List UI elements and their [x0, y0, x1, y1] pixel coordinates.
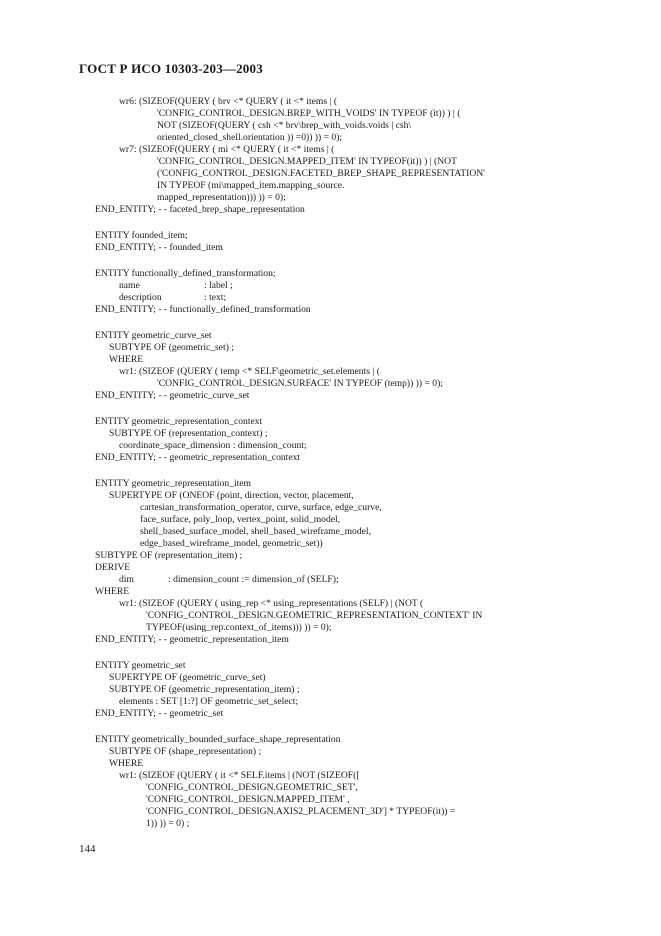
- code-line: SUPERTYPE OF (ONEOF (point, direction, vector, placement,: [109, 490, 354, 501]
- code-line: cartesian_transformation_operator, curve, surface, edge_curve,: [140, 502, 382, 513]
- code-line: shell_based_surface_model, shell_based_wireframe_model,: [140, 526, 371, 537]
- code-line: elements : SET [1:?] OF geometric_set_select;: [119, 696, 299, 707]
- code-line: END_ENTITY; - - founded_item: [95, 242, 223, 253]
- code-line: SUBTYPE OF (geometric_set) ;: [109, 342, 234, 353]
- code-line: : text;: [204, 292, 227, 303]
- code-line: ENTITY functionally_defined_transformation;: [95, 268, 276, 279]
- code-line: ENTITY founded_item;: [95, 230, 188, 241]
- code-line: : dimension_count := dimension_of (SELF);: [168, 574, 339, 585]
- code-line: description: [119, 292, 162, 303]
- code-line: ENTITY geometric_representation_item: [95, 478, 252, 489]
- code-line: coordinate_space_dimension : dimension_count;: [119, 440, 307, 451]
- code-line: WHERE: [109, 758, 144, 769]
- code-line: : label ;: [204, 280, 233, 291]
- code-line: 'CONFIG_CONTROL_DESIGN.BREP_WITH_VOIDS' IN TYPEOF (it)) ) | (: [157, 108, 461, 119]
- code-line: wr7: (SIZEOF(QUERY ( mi <* QUERY ( it <* items | (: [119, 144, 335, 155]
- code-line: 'CONFIG_CONTROL_DESIGN.SURFACE' IN TYPEOF (temp)) )) = 0);: [157, 378, 443, 389]
- code-line: name: [119, 280, 140, 291]
- code-line: 1)) )) = 0) ;: [146, 818, 190, 829]
- code-line: SUBTYPE OF (representation_item) ;: [95, 550, 243, 561]
- code-line: END_ENTITY; - - functionally_defined_transformation: [95, 304, 311, 315]
- code-line: 'CONFIG_CONTROL_DESIGN.MAPPED_ITEM' ,: [146, 794, 350, 805]
- code-line: wr6: (SIZEOF(QUERY ( brv <* QUERY ( it <* items | (: [119, 96, 338, 107]
- code-line: WHERE: [95, 586, 130, 597]
- code-line: ENTITY geometric_curve_set: [95, 330, 212, 341]
- code-line: dim: [119, 574, 134, 585]
- code-line: ENTITY geometrically_bounded_surface_shape_representation: [95, 734, 341, 745]
- code-line: SUBTYPE OF (representation_context) ;: [109, 428, 268, 439]
- page-number: 144: [79, 843, 96, 855]
- code-line: DERIVE: [95, 562, 131, 573]
- code-line: SUPERTYPE OF (geometric_curve_set): [109, 672, 266, 683]
- code-line: edge_based_wireframe_model, geometric_set)): [140, 538, 323, 549]
- code-line: END_ENTITY; - - geometric_curve_set: [95, 390, 250, 401]
- code-line: face_surface, poly_loop, vertex_point, solid_model,: [140, 514, 341, 525]
- code-line: mapped_representation))) )) = 0);: [157, 192, 286, 203]
- code-line: wr1: (SIZEOF (QUERY ( using_rep <* using_representations (SELF) | (NOT (: [119, 598, 424, 609]
- code-line: oriented_closed_shell.orientation )) =0)) )) = 0);: [157, 132, 343, 143]
- code-line: 'CONFIG_CONTROL_DESIGN.MAPPED_ITEM' IN TYPEOF(it)) ) | (NOT: [157, 156, 457, 167]
- code-line: ('CONFIG_CONTROL_DESIGN.FACETED_BREP_SHAPE_REPRESENTATION': [157, 168, 485, 179]
- code-line: END_ENTITY; - - geometric_representation_item: [95, 634, 289, 645]
- code-line: 'CONFIG_CONTROL_DESIGN.AXIS2_PLACEMENT_3D'] * TYPEOF(it)) =: [146, 806, 456, 817]
- code-line: wr1: (SIZEOF (QUERY ( it <* SELF.items | (NOT (SIZEOF([: [119, 770, 360, 781]
- code-line: ENTITY geometric_representation_context: [95, 416, 263, 427]
- code-line: END_ENTITY; - - geometric_representation_context: [95, 452, 301, 463]
- code-line: NOT (SIZEOF(QUERY ( csh <* brv\brep_with_voids.voids | csh\: [157, 120, 412, 131]
- code-line: SUBTYPE OF (geometric_representation_item) ;: [109, 684, 300, 695]
- code-line: IN TYPEOF (mi\mapped_item.mapping_source.: [157, 180, 345, 191]
- code-line: 'CONFIG_CONTROL_DESIGN.GEOMETRIC_SET',: [146, 782, 358, 793]
- code-line: wr1: (SIZEOF (QUERY ( temp <* SELF\geometric_set.elements | (: [119, 366, 380, 377]
- code-line: END_ENTITY; - - geometric_set: [95, 708, 224, 719]
- code-line: END_ENTITY; - - faceted_brep_shape_representation: [95, 204, 305, 215]
- document-header: ГОСТ Р ИСО 10303-203—2003: [79, 61, 263, 76]
- code-line: SUBTYPE OF (shape_representation) ;: [109, 746, 262, 757]
- code-line: TYPEOF(using_rep.context_of_items))) )) = 0);: [146, 622, 332, 633]
- code-line: 'CONFIG_CONTROL_DESIGN.GEOMETRIC_REPRESENTATION_CONTEXT' IN: [146, 610, 483, 621]
- code-line: ENTITY geometric_set: [95, 660, 186, 671]
- code-line: WHERE: [109, 354, 144, 365]
